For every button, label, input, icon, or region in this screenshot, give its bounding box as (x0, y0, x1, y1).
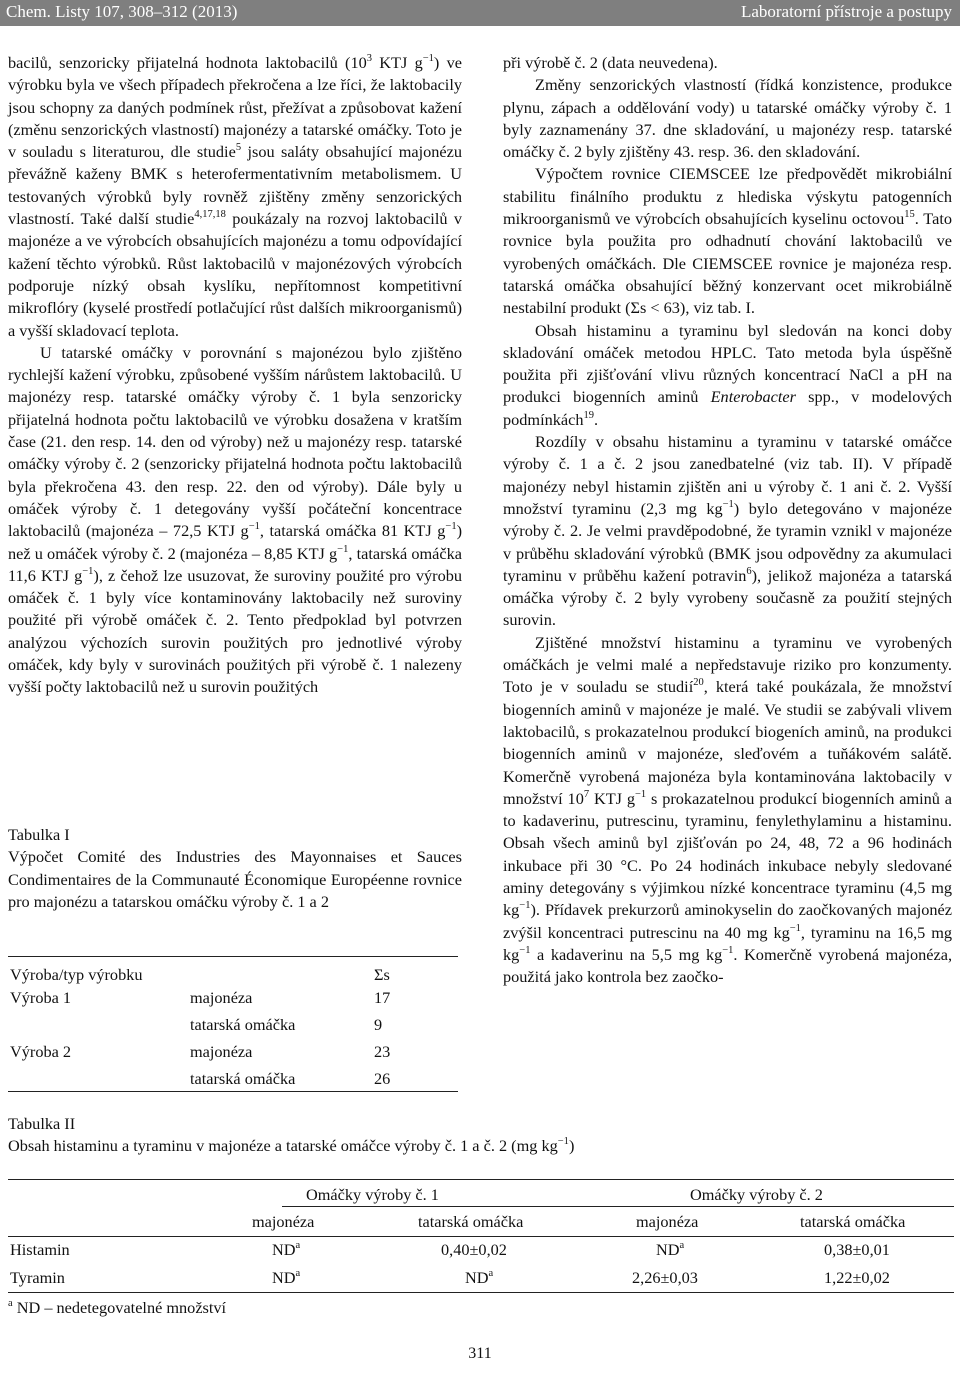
table-row-label: Tyramin (10, 1268, 65, 1287)
table-header-cell: majonéza (252, 1212, 315, 1231)
paragraph: Obsah histaminu a tyraminu byl sledován na konci doby skladování omáček metodou HPLC. Tato metoda byla úspěšně použita při zjišťování vlivu různých koncentrací NaCl a pH na produkci biogenních aminů Enterobacter spp., v modelových podmínkách$^{19}$. (503, 320, 952, 429)
table-group-header: Omáčky výroby č. 2 (690, 1185, 823, 1204)
table-cell: 0,38±0,01 (824, 1240, 890, 1259)
table-2-label: Tabulka II (8, 1114, 76, 1133)
table-2-caption-text: Obsah histaminu a tyraminu v majonéze a tatarské omáčce výroby č. 1 a č. 2 (mg $kg^{-1}$) (8, 1136, 575, 1156)
table-1-label: Tabulka I (8, 825, 70, 844)
table-2 (0, 1183, 960, 1293)
table-1-caption-text: Výpočet Comité des Industries des Mayonnaises et Sauces Condimentaires de la Communauté Économique Européenne rovnice pro majonézu a tatarskou omáčku výroby č. 1 a 2 (8, 847, 462, 911)
table-group-header: Omáčky výroby č. 1 (306, 1185, 439, 1204)
table-header-cell: tatarská omáčka (418, 1212, 524, 1231)
paragraph: při výrobě č. 2 (data neuvedena). (503, 53, 718, 72)
paragraph: Rozdíly v obsahu histaminu a tyraminu v tatarské omáčce výroby č. 1 a č. 2 jsou zanedbatelné (viz tab. II). V případě majonézy nebyl histamin zjištěn ani u výroby č. 1 ani č. 2. Vyšší množství tyraminu (2,3 mg $kg^{-1}$) bylo detegováno v majonéze výroby č. 2. Je velmi pravděpodobné, že tyramin vznikl v majonéze v průběhu skladování výrobků (BMK jsou odpovědny za akumulaci tyraminu v průběhu kažení potravin$^6$), jelikož majonéza a tatarská omáčka výroby č. 2 byly vyrobeny současně za použití stejných surovin. (503, 432, 952, 630)
paragraph: Výpočtem rovnice CIEMSCEE lze předpovědět mikrobiální stabilitu finálního produktu z hlediska výskytu patogenních mikroorganismů ve výrobcích obsahujících kyselinu octovou$^{15}$. Tato rovnice byla použita pro odhadnutí chování laktobacilů ve vyrobených omáčkách. Dle CIEMSCEE rovnice je majonéza resp. tatarská omáčka obsahující běžný konzervant ocet mikrobiálně nestabilní produkt (Σs < 63), viz tab. I. (503, 164, 952, 318)
table-header-cell: Výroba/typ výrobku (10, 965, 143, 984)
table-cell: 17 (374, 988, 391, 1007)
journal-citation: Chem. Listy 107, 308–312 (2013) (6, 2, 238, 21)
page-number: 311 (468, 1345, 492, 1362)
table-cell: 9 (374, 1015, 383, 1034)
table-cell: 0,40±0,02 (441, 1240, 507, 1259)
left-column (8, 52, 462, 699)
table-cell: Výroba 2 (10, 1042, 72, 1061)
right-column (503, 52, 952, 988)
table-cell: 23 (374, 1042, 391, 1061)
table-cell: majonéza (190, 988, 253, 1007)
table-cell: majonéza (190, 1042, 253, 1061)
table-1 (8, 960, 462, 1090)
table-cell: tatarská omáčka (190, 1015, 296, 1034)
table-rule (8, 1179, 954, 1180)
paragraph: Zjištěné množství histaminu a tyraminu ve vyrobených omáčkách je velmi malé a nepředstavuje riziko pro konzumenty. Toto je v souladu se studií$^{20}$, která také poukázala, že množství biogenních aminů v majonéze je malé. Ve studii se zabývali vlivem laktobacilů, s prokazatelnou produkcí biogeních aminů, na produkci biogenních aminů v majonéze, sleďovém a tuňákovém salátě. Komerčně vyrobená majonéza byla kontaminována laktobacily v množství $10^7$ KTJ $g^{-1}$ s prokazatelnou produkcí biogenních aminů a to kadaverinu, putrescinu, tyraminu, fenylethylaminu a histaminu. Obsah všech aminů byl zjišťován po 24, 48, 72 a 96 hodinách inkubace při 30 °C. Po 24 hodinách inkubace nebyly sledované aminy detegovány s výjimkou nízké koncentrace tyraminu (4,5 mg $kg^{-1}$). Přídavek prekurzorů aminokyselin do zaočkovaných majonéz zvýšil koncentraci putrescinu na 40 mg $kg^{-1}$, tyraminu na 16,5 mg $kg^{-1}$ a kadaverinu na 5,5 mg $kg^{-1}$. Komerčně vyrobená majonéza, použitá jako kontrola bez zaočko- (503, 632, 953, 987)
table-cell: 2,26±0,03 (632, 1268, 698, 1287)
table-cell: tatarská omáčka (190, 1069, 296, 1088)
table-header-cell: tatarská omáčka (800, 1212, 906, 1231)
table-header-cell: majonéza (636, 1212, 699, 1231)
table-row-label: Histamin (10, 1240, 70, 1259)
page-header (0, 0, 960, 26)
table-rule (8, 956, 458, 957)
table-rule (8, 1091, 458, 1092)
table-cell: $ND^a$ (465, 1268, 494, 1287)
table-header-cell: Σs (374, 965, 390, 984)
table-2-caption (8, 1113, 574, 1158)
paragraph: U tatarské omáčky v porovnání s majonézou bylo zjištěno rychlejší kažení výrobku, způsobené vyšším nárůstem laktobacilů. U majonézy resp. tatarské omáčky výroby č. 1 byla senzoricky přijatelná hodnota počtu laktobacilů ve výrobku dosažena v kratším čase (21. den resp. 14. den od výroby) než u majonézy resp. tatarské omáčky výroby č. 2 (senzoricky přijatelná hodnota počtu laktobacilů byla překročena 43. den resp. 22. den od výroby). Dále byly u omáček výroby č. 1 detegovány vyšší počáteční koncentrace laktobacilů (majonéza – 72,5 KTJ $g^{-1}$, tatarská omáčka 81 KTJ $g^{-1}$) než u omáček výroby č. 2 (majonéza – 8,85 KTJ $g^{-1}$, tatarská omáčka 11,6 KTJ $g^{-1}$), z čehož lze usuzovat, že suroviny použité pro výrobu omáček č. 1 byly více kontaminovány laktobacily než suroviny použité při výrobě omáček č. 2. Tento předpoklad byl potvrzen analýzou výchozích surovin použitých pro jednotlivé výroby omáček, kdy byly v surovinách použitých při výrobě č. 1 nalezeny vyšší počty laktobacilů než u surovin použitých (8, 342, 462, 697)
table-cell: $ND^a$ (272, 1240, 301, 1259)
table-footnote: $^a$ ND – nedetegovatelné množství (8, 1298, 227, 1317)
table-cell: Výroba 1 (10, 988, 72, 1007)
table-cell: 26 (374, 1069, 391, 1088)
table-1-caption (8, 824, 462, 913)
paragraph: bacilů, senzoricky přijatelná hodnota laktobacilů ($10^3$ KTJ $g^{-1}$) ve výrobku byla ve všech případech překročena a lze říci, že laktobacily jsou schopny za daných podmínek růst, přežívat a způsobovat kažení (změnu senzorických vlastností) majonézy a tatarské omáčky. Toto je v souladu s literaturou, dle studie$^5$ jsou saláty obsahující majonézu převážně kaženy BMK s heterofermentativním metabolismem. U testovaných výrobků byly rovněž zjištěny změny senzorických vlastností. Také další studie$^{4,17,18}$ poukázaly na rozvoj laktobacilů v majonéze a ve výrobcích obsahujících majonézu a tomu odpovídající kažení těchto výrobků. Růst laktobacilů v majonézových výrobcích podporuje nízký obsah kyslíku, nepřítomnost kompetitivní mikroflóry (kyselé prostředí potlačující růst dalších mikroorganismů) a vyšší skladovací teplota. (8, 53, 463, 340)
table-cell: $ND^a$ (656, 1240, 685, 1259)
section-title: Laboratorní přístroje a postupy (740, 2, 952, 21)
table-cell: $ND^a$ (272, 1268, 301, 1287)
table-cell: 1,22±0,02 (824, 1268, 890, 1287)
paragraph: Změny senzorických vlastností (řídká konzistence, produkce plynu, zápach a oddělování vody) u tatarské omáčky výroby č. 1 byly zaznamenány 37. dne skladování, u majonézy resp. tatarské omáčky č. 2 byly zjištěny 43. resp. 36. den skladování. (503, 75, 952, 162)
